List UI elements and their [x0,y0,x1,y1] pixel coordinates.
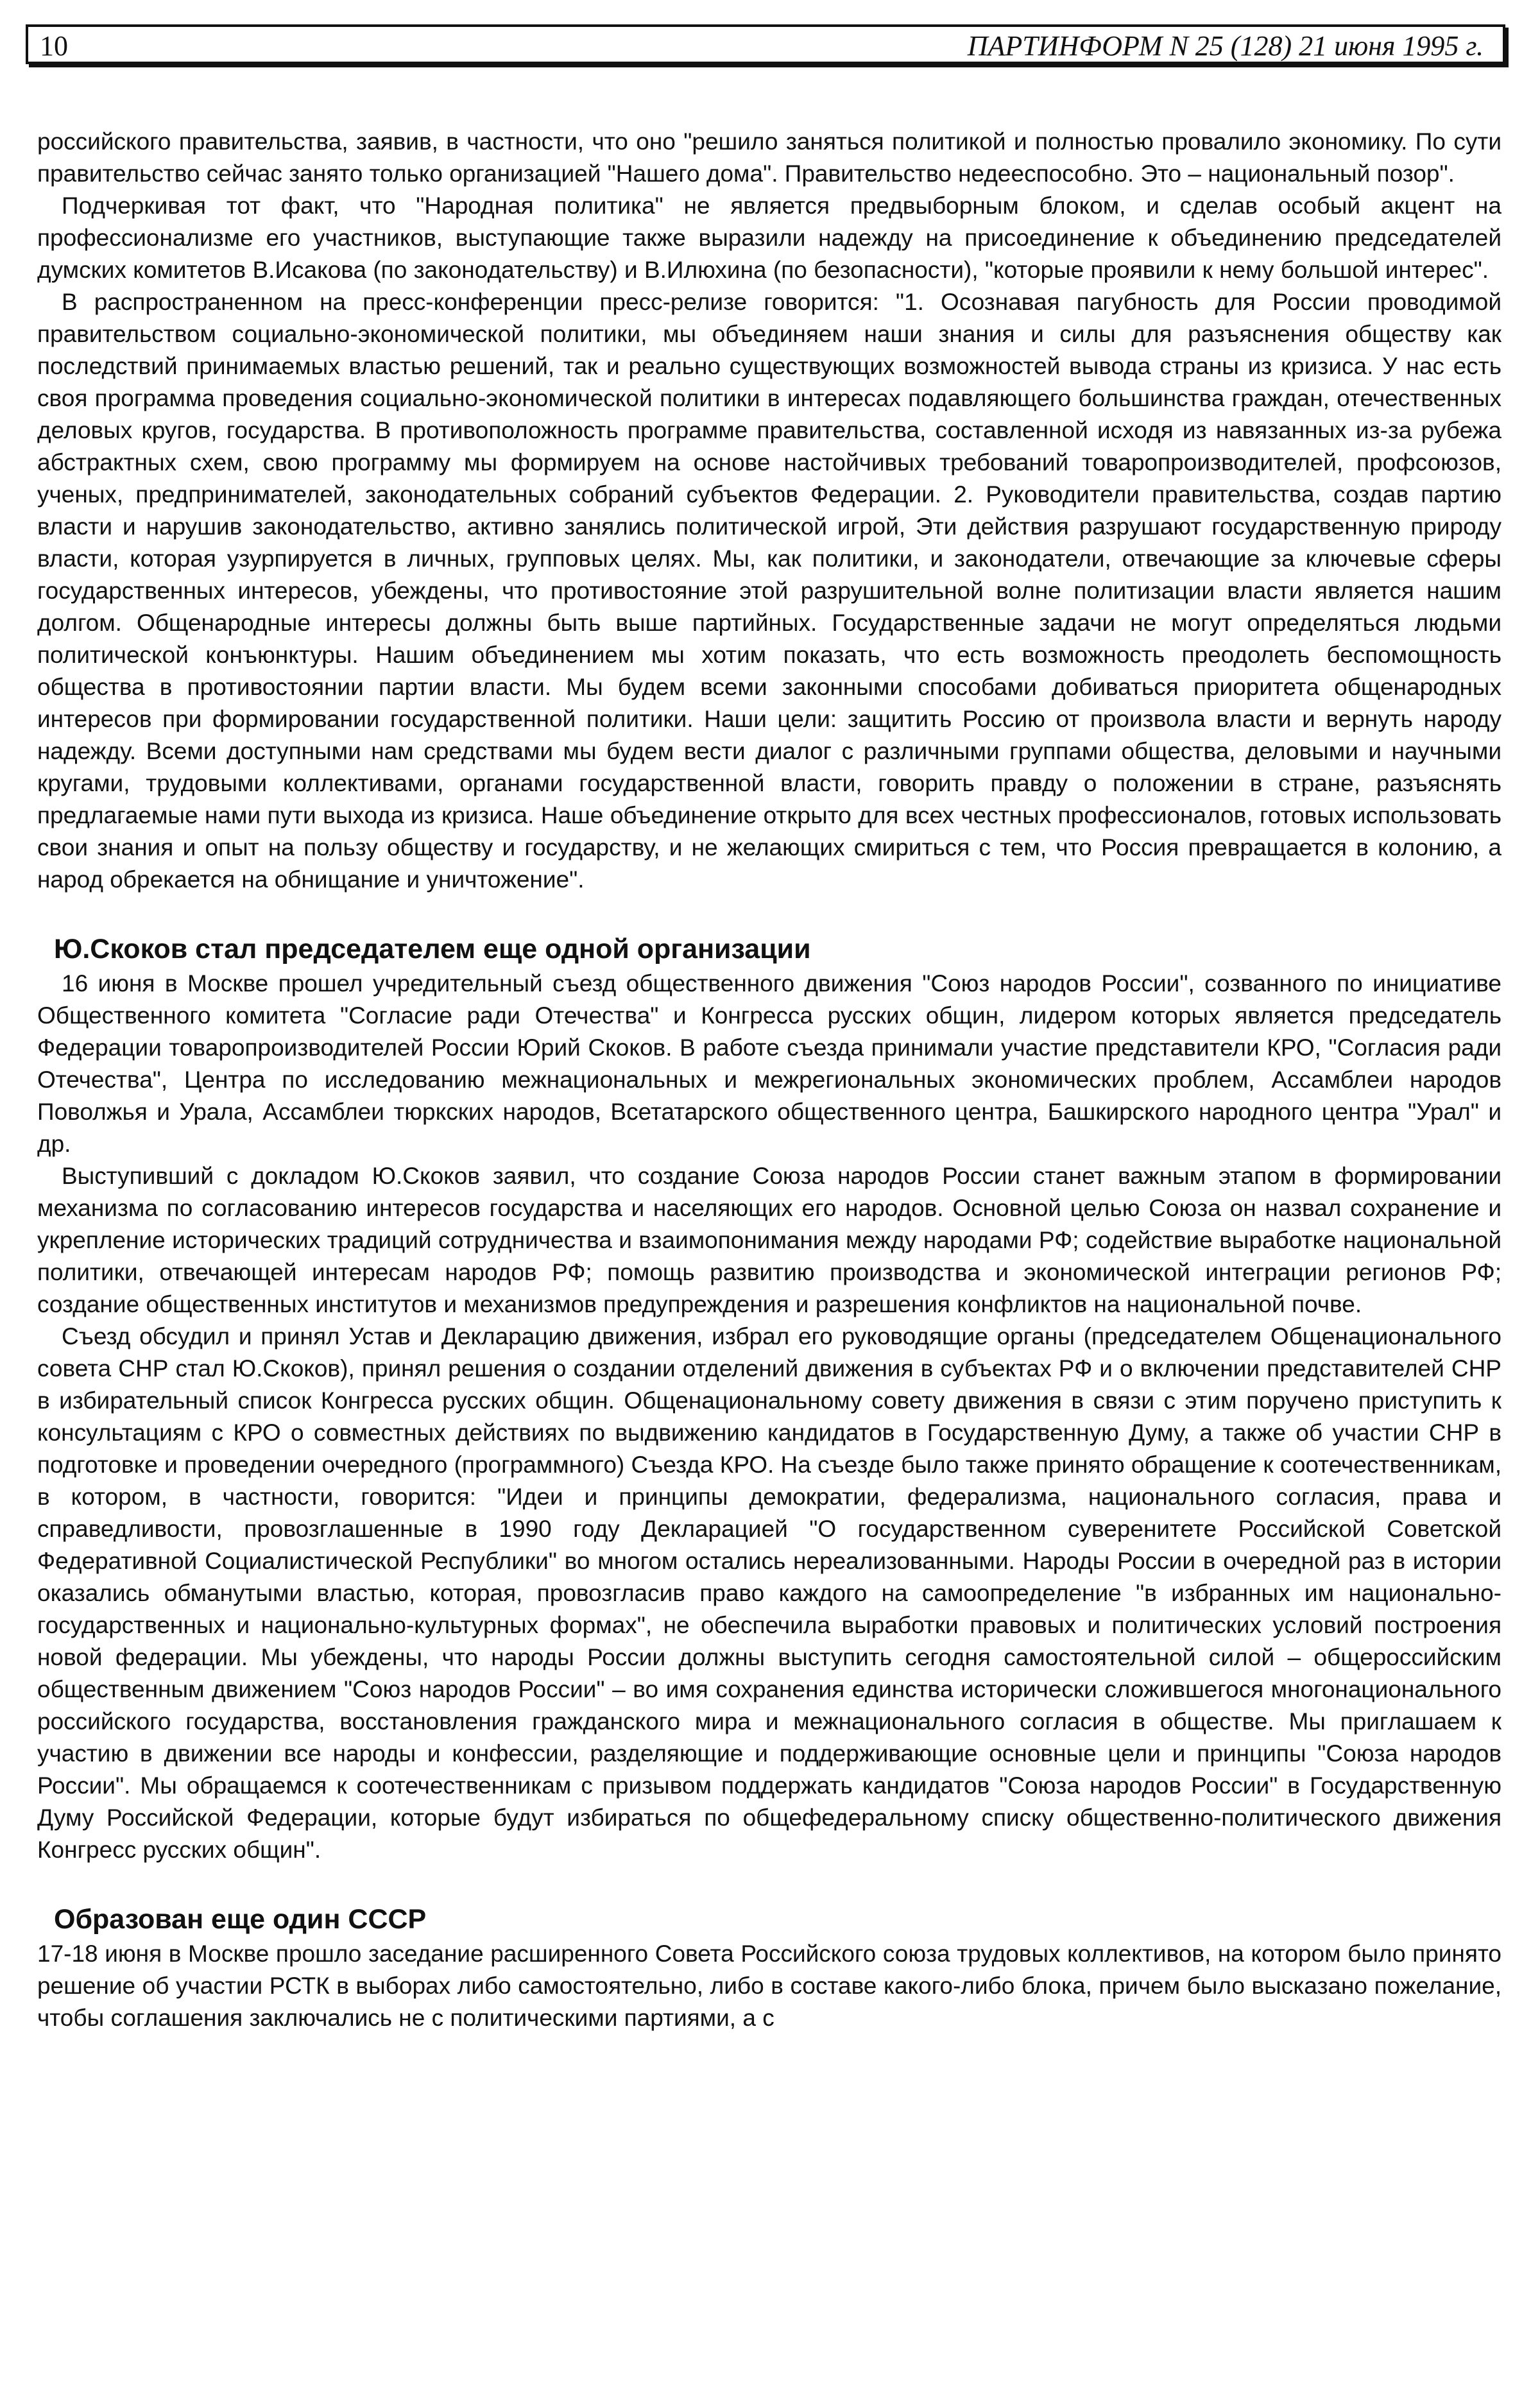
article-continuation [37,126,1502,896]
paragraph: 16 июня в Москве прошел учредительный съезд общественного движения "Союз народов России", созванного по инициативе Общественного комитета "Согласие ради Отечества" и Конгресса русских общин, лидером которых является председатель Федерации товаропроизводителей России Юрий Скоков. В работе съезда принимали участие представители КРО, "Согласия ради Отечества", Центра по исследованию межнациональных и межрегиональных экономических проблем, Ассамблеи народов Поволжья и Урала, Ассамблеи тюркских народов, Всетатарского общественного центра, Башкирского народного центра "Урал" и др. [37,970,1502,1157]
paragraph: Съезд обсудил и принял Устав и Декларацию движения, избрал его руководящие органы (председателем Общенационального совета СНР стал Ю.Скоков), принял решения о создании отделений движения в субъектах РФ и о включении представителей СНР в избирательный список Конгресса русских общин. Общенациональному совету движения в связи с этим поручено приступить к консультациям с КРО о совместных действиях по выдвижению кандидатов в Государственную Думу, а также об участии СНР в подготовке и проведении очередного (программного) Съезда КРО. На съезде было также принято обращение к соотечественникам, в котором, в частности, говорится: "Идеи и принципы демократии, федерализма, национального согласия, права и справедливости, провозглашенные в 1990 году Декларацией "О государственном суверенитете Российской Советской Федеративной Социалистической Республики" во многом остались нереализованными. Народы России в очередной раз в истории оказались обманутыми властью, которая, провозгласив право каждого на самоопределение "в избранных им национально-государственных и национально-культурных формах", не обеспечила выработки правовых и политических условий построения новой федерации. Мы убеждены, что народы России должны выступить сегодня самостоятельной силой – общероссийским общественным движением "Союз народов России" – во имя сохранения единства исторически сложившегося многонационального российского государства, восстановления гражданского мира и межнационального согласия в обществе. Мы приглашаем к участию в движении все народы и конфессии, разделяющие и поддерживающие основные цели и принципы "Союза народов России". Мы обращаемся к соотечественникам с призывом поддержать кандидатов "Союза народов России" в Государственную Думу Российской Федерации, которые будут избираться по общефедеральному списку общественно-политического движения Конгресс русских общин". [37,1323,1502,1863]
paragraph: Выступивший с докладом Ю.Скоков заявил, что создание Союза народов России станет важным этапом в формировании механизма по согласованию интересов государства и населяющих его народов. Основной целью Союза он назвал сохранение и укрепление исторических традиций сотрудничества и взаимопонимания между народами РФ; содействие выработке национальной политики, отвечающей интересам народов РФ; помощь развитию производства и экономической интеграции регионов РФ; создание общественных институтов и механизмов предупреждения и разрешения конфликтов на национальной почве. [37,1163,1502,1317]
page-number: 10 [40,30,68,62]
article-skokov [37,930,1502,1866]
article-sssr [37,1901,1502,2034]
article-title: Ю.Скоков стал председателем еще одной организации [54,934,811,964]
paragraph: Подчеркивая тот факт, что "Народная политика" не является предвыборным блоком, и сделав особый акцент на профессионализме его участников, выступающие также выразили надежду на присоединение к объединению председателей думских комитетов В.Исакова (по законодательству) и В.Илюхина (по безопасности), "которые проявили к нему большой интерес". [37,193,1502,283]
page-header [26,24,1505,64]
paragraph: В распространенном на пресс-конференции пресс-релизе говорится: "1. Осознавая пагубность для России проводимой правительством социально-экономической политики, мы объединяем наши знания и силы для разъяснения обществу как последствий принимаемых властью решений, так и реально существующих возможностей вывода страны из кризиса. У нас есть своя программа проведения социально-экономической политики в интересах подавляющего большинства граждан, отечественных деловых кругов, государства. В противоположность программе правительства, составленной исходя из навязанных из-за рубежа абстрактных схем, свою программу мы формируем на основе настойчивых требований товаропроизводителей, профсоюзов, ученых, предпринимателей, законодательных собраний субъектов Федерации. 2. Руководители правительства, создав партию власти и нарушив законодательство, активно занялись политической игрой, Эти действия разрушают государственную природу власти, которая узурпируется в личных, групповых целях. Мы, как политики, и законодатели, отвечающие за ключевые сферы государственных интересов, убеждены, что противостояние этой разрушительной волне политизации власти является нашим долгом. Общенародные интересы должны быть выше партийных. Государственные задачи не могут определяться людьми политической конъюнктуры. Нашим объединением мы хотим показать, что есть возможность преодолеть беспомощность общества в противостоянии партии власти. Мы будем всеми законными способами добиваться приоритета общенародных интересов при формировании государственной политики. Наши цели: защитить Россию от произвола власти и вернуть народу надежду. Всеми доступными нам средствами мы будем вести диалог с различными группами общества, деловыми и научными кругами, трудовыми коллективами, органами государственной власти, говорить правду о положении в стране, разъяснять предлагаемые нами пути выхода из кризиса. Наше объединение открыто для всех честных профессионалов, готовых использовать свои знания и опыт на пользу обществу и государству, и не желающих смириться с тем, что Россия превращается в колонию, а народ обрекается на обнищание и уничтожение". [37,289,1502,893]
issue-line: ПАРТИНФОРМ N 25 (128) 21 июня 1995 г. [967,30,1484,62]
paragraph: 17-18 июня в Москве прошло заседание расширенного Совета Российского союза трудовых коллективов, на котором было принято решение об участии РСТК в выборах либо самостоятельно, либо в составе какого-либо блока, причем было высказано пожелание, чтобы соглашения заключались не с политическими партиями, а с [37,1941,1502,2031]
page-content [37,126,1502,2034]
paragraph: российского правительства, заявив, в частности, что оно "решило заняться политикой и полностью провалило экономику. По сути правительство сейчас занято только организацией "Нашего дома". Правительство недееспособно. Это – национальный позор". [37,128,1502,187]
article-title: Образован еще один СССР [54,1904,427,1935]
